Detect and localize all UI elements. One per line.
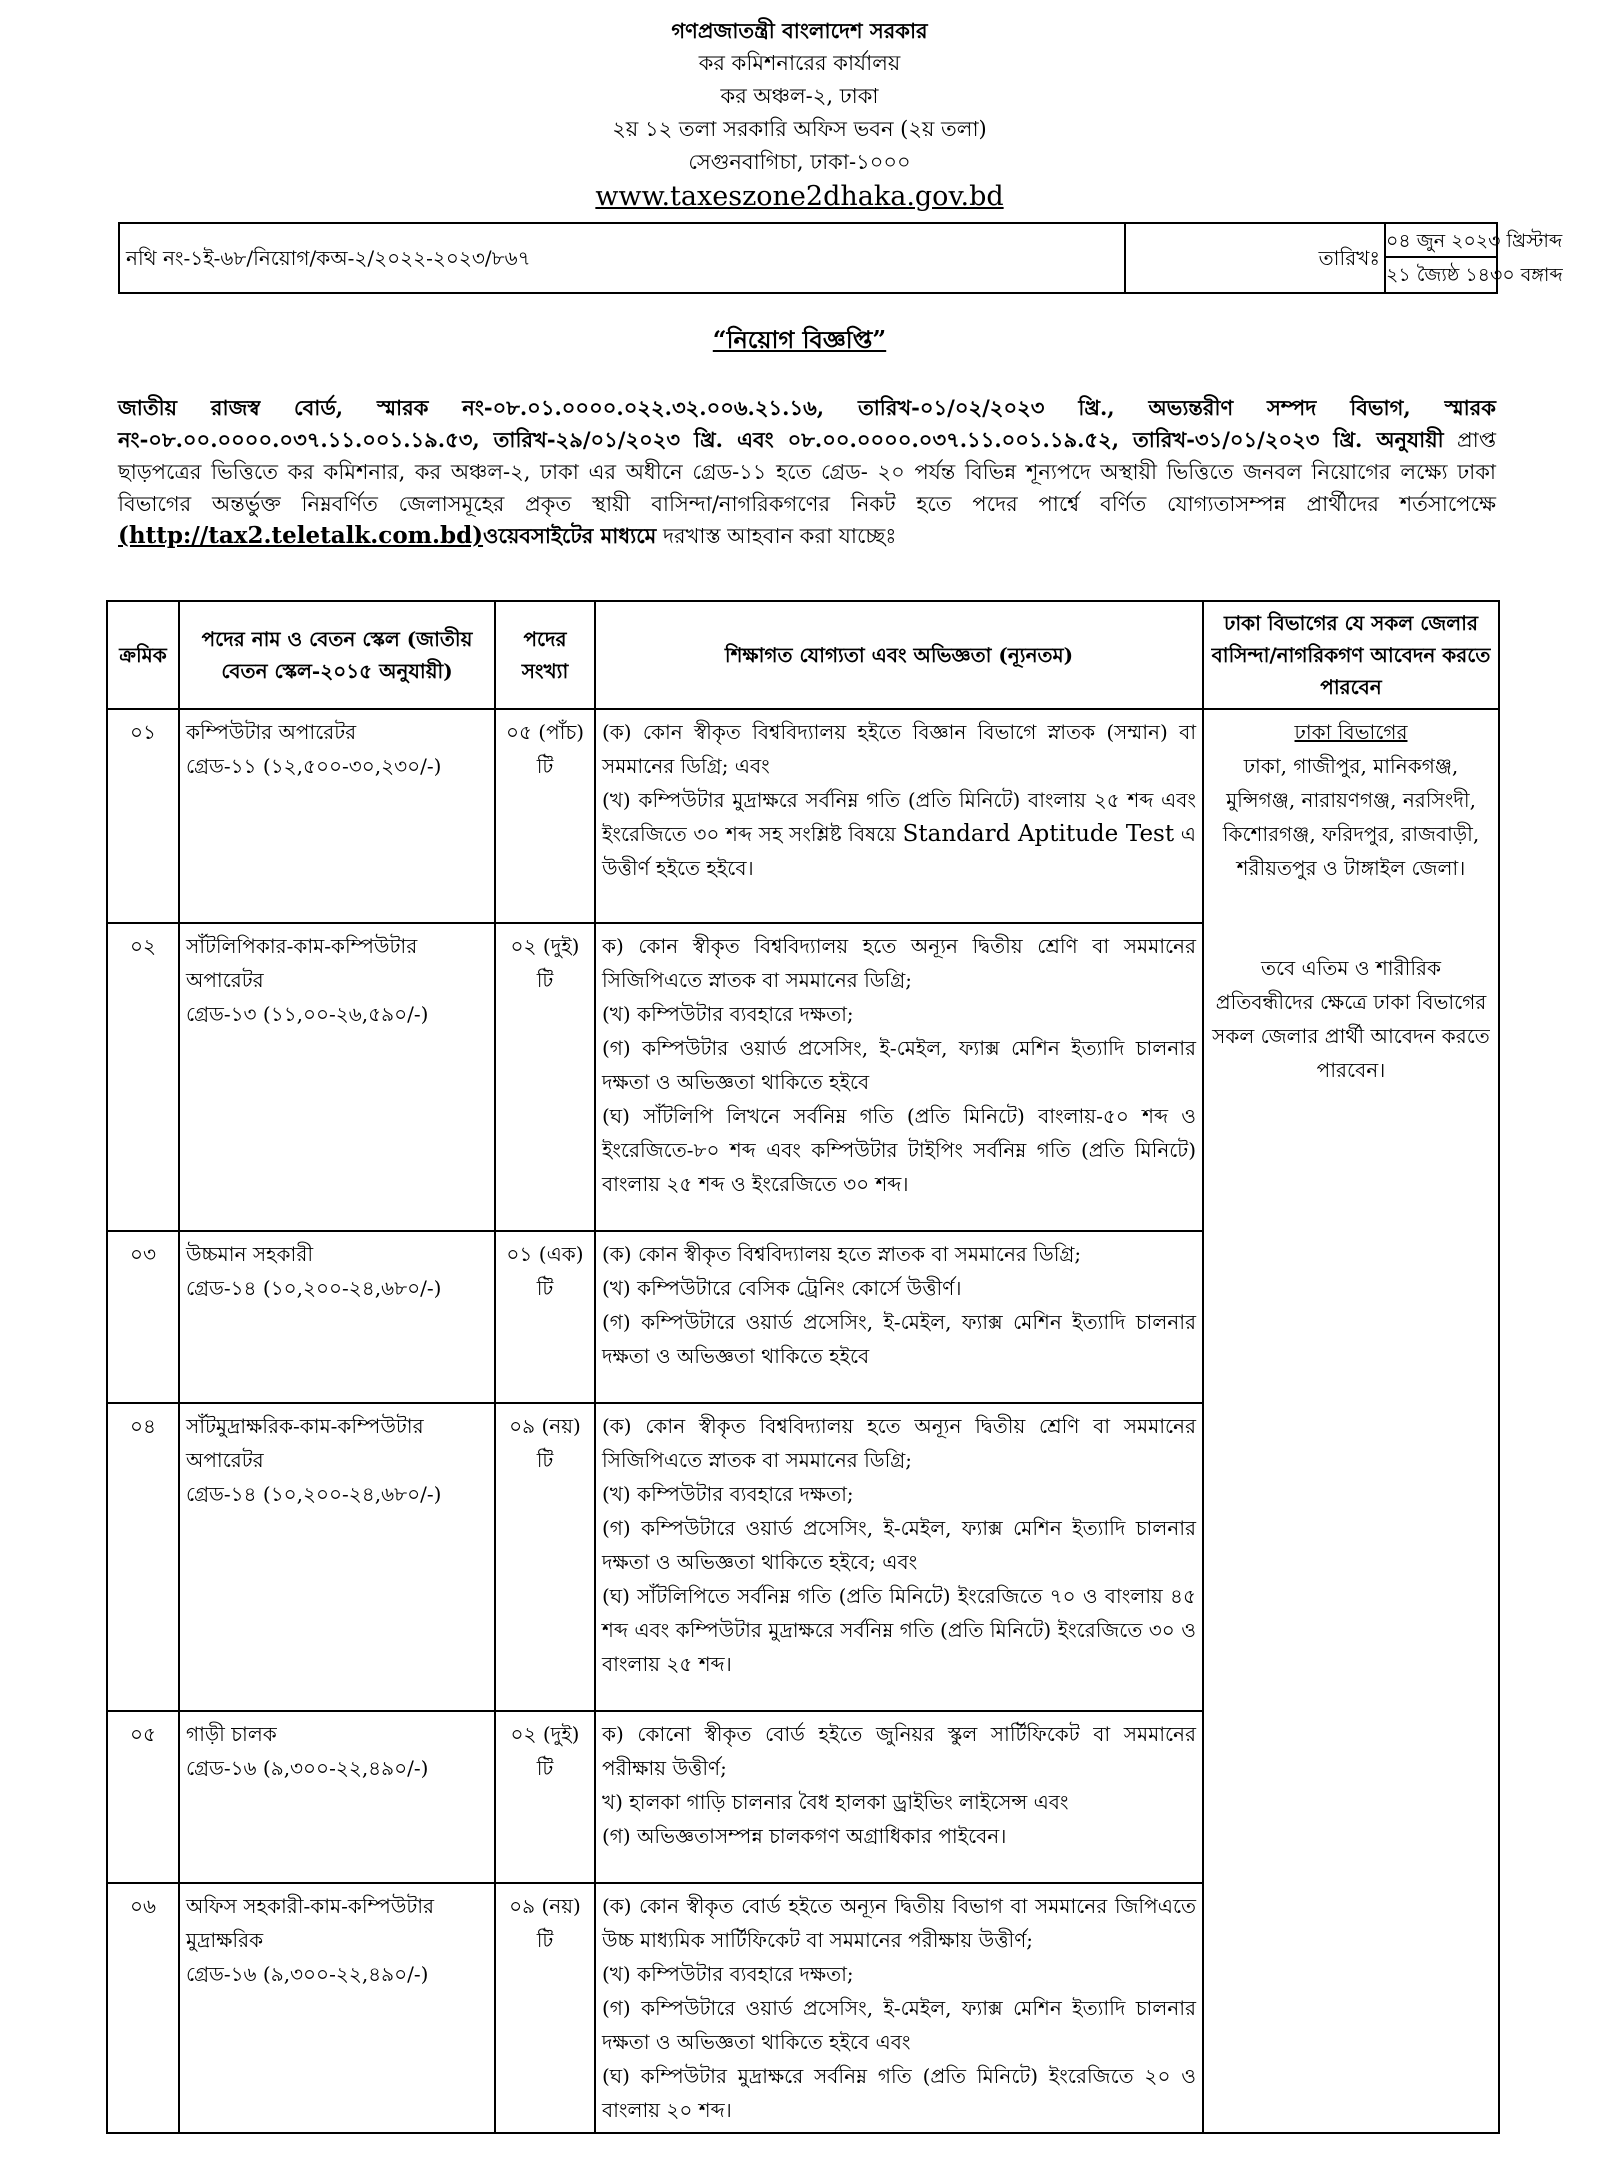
- row-post: [179, 1403, 495, 1711]
- post-grade: গ্রেড-১৬ (৯,৩০০-২২,৪৯০/-): [186, 1756, 429, 1780]
- row-count: ০২ (দুই) টি: [495, 1711, 595, 1883]
- website-link[interactable]: www.taxeszone2dhaka.gov.bd: [595, 181, 1004, 212]
- intro-tail: দরখাস্ত আহবান করা যাচ্ছেঃ: [656, 524, 897, 548]
- row-count: ০৫ (পাঁচ) টি: [495, 709, 595, 923]
- qualification-item: ক) কোন স্বীকৃত বিশ্ববিদ্যালয় হতে অন্যূন দ্বিতীয় শ্রেণি বা সমমানের সিজিপিএতে স্নাতক বা সমমানের ডিগ্রি;: [602, 934, 1196, 992]
- qualification-item: (ক) কোন স্বীকৃত বিশ্ববিদ্যালয় হতে অন্যূন দ্বিতীয় শ্রেণি বা সমমানের সিজিপিএতে স্নাতক বা সমমানের ডিগ্রি;: [602, 1414, 1196, 1472]
- qualification-item: (ঘ) সাঁটলিপিতে সর্বনিম্ন গতি (প্রতি মিনিটে) ইংরেজিতে ৭০ ও বাংলায় ৪৫ শব্দ এবং কম্পিউটার মুদ্রাক্ষরে সর্বনিম্ন গতি (প্রতি মিনিটে) ইংরেজিতে ৩০ ও বাংলায় ২৫ শব্দ।: [602, 1584, 1196, 1676]
- row-serial: ০৪: [107, 1403, 179, 1711]
- post-grade: গ্রেড-১৩ (১১,০০-২৬,৫৯০/-): [186, 1002, 429, 1026]
- qualification-item: (গ) কম্পিউটারে ওয়ার্ড প্রসেসিং, ই-মেইল, ফ্যাক্স মেশিন ইত্যাদি চালনার দক্ষতা ও অভিজ্ঞতা থাকিতে হইবে এবং: [602, 1996, 1196, 2054]
- table-row: [107, 709, 1499, 923]
- row-serial: ০২: [107, 923, 179, 1231]
- govt-name: গণপ্রজাতন্ত্রী বাংলাদেশ সরকার: [671, 18, 928, 43]
- row-post: [179, 1883, 495, 2133]
- row-post: [179, 1711, 495, 1883]
- date-bangla: ২১ জ্যৈষ্ঠ ১৪৩০ বঙ্গাব্দ: [1386, 264, 1563, 286]
- header-count: পদের সংখ্যা: [495, 601, 595, 709]
- post-name: উচ্চমান সহকারী: [186, 1242, 314, 1266]
- date-label: তারিখঃ: [1126, 224, 1386, 292]
- qualification-text: (খ) কম্পিউটার মুদ্রাক্ষরে সর্বনিম্ন গতি (প্রতি মিনিটে) বাংলায় ২৫ শব্দ এবং ইংরেজিতে ৩০ শব্দ সহ সংশ্লিষ্ট বিষয়ে: [602, 788, 1196, 846]
- row-qualifications: [595, 1231, 1203, 1403]
- header-serial: ক্রমিক: [107, 601, 179, 709]
- posts-table: [106, 600, 1500, 2134]
- districts-exception-note: তবে এতিম ও শারীরিক প্রতিবন্ধীদের ক্ষেত্রে ঢাকা বিভাগের সকল জেলার প্রার্থী আবেদন করতে পারবেন।: [1212, 956, 1490, 1082]
- row-count: ০৯ (নয়) টি: [495, 1403, 595, 1711]
- row-qualifications: [595, 1711, 1203, 1883]
- districts-list: ঢাকা, গাজীপুর, মানিকগঞ্জ, মুন্সিগঞ্জ, নারায়ণগঞ্জ, নরসিংদী, কিশোরগঞ্জ, ফরিদপুর, রাজবাড়ী, শরীয়তপুর ও টাঙ্গাইল জেলা।: [1222, 754, 1480, 880]
- qualification-item: (খ) কম্পিউটারে বেসিক ট্রেনিং কোর্সে উত্তীর্ণ।: [602, 1276, 962, 1300]
- row-post: [179, 709, 495, 923]
- row-post: [179, 923, 495, 1231]
- qualification-text: এ উত্তীর্ণ হইতে হইবে।: [602, 822, 1196, 880]
- post-name: অফিস সহকারী-কাম-কম্পিউটার মুদ্রাক্ষরিক: [186, 1894, 435, 1952]
- row-count: ০২ (দুই) টি: [495, 923, 595, 1231]
- file-number: নথি নং-১ই-৬৮/নিয়োগ/কঅ-২/২০২২-২০২৩/৮৬৭: [120, 224, 1126, 292]
- qualification-item: (ক) কোন স্বীকৃত বোর্ড হইতে অন্যূন দ্বিতীয় বিভাগ বা সমমানের জিপিএতে উচ্চ মাধ্যমিক সার্টিফিকেট বা সমমানের পরীক্ষায় উত্তীর্ণ;: [602, 1894, 1196, 1952]
- office-header: [0, 14, 1599, 215]
- qualification-item: (ঘ) সাঁটলিপি লিখনে সর্বনিম্ন গতি (প্রতি মিনিটে) বাংলায়-৫০ শব্দ ও ইংরেজিতে-৮০ শব্দ এবং কম্পিউটার টাইপিং সর্বনিম্ন গতি (প্রতি মিনিটে) বাংলায় ২৫ শব্দ ও ইংরেজিতে ৩০ শব্দ।: [602, 1104, 1196, 1196]
- districts-heading: ঢাকা বিভাগের: [1294, 720, 1408, 744]
- intro-body: প্রাপ্ত ছাড়পত্রের ভিত্তিতে কর কমিশনার, কর অঞ্চল-২, ঢাকা এর অধীনে গ্রেড-১১ হতে গ্রেড- ২০ পর্যন্ত বিভিন্ন শূন্যপদে অস্থায়ী ভিত্তিতে জনবল নিয়োগের লক্ষ্যে ঢাকা বিভাগের অন্তর্ভুক্ত নিম্নবর্ণিত জেলাসমূহের প্রকৃত স্থায়ী বাসিন্দা/নাগরিকগণের নিকট হতে পদের পার্শ্বে বর্ণিত যোগ্যতাসম্পন্ন প্রার্থীদের শর্তসাপেক্ষে: [118, 428, 1496, 516]
- qualification-test-name: Standard Aptitude Test: [902, 821, 1175, 847]
- qualification-item: (খ) কম্পিউটার ব্যবহারে দক্ষতা;: [602, 1482, 854, 1506]
- building-address: ২য় ১২ তলা সরকারি অফিস ভবন (২য় তলা): [612, 117, 987, 141]
- post-grade: গ্রেড-১৬ (৯,৩০০-২২,৪৯০/-): [186, 1962, 429, 1986]
- row-qualifications: [595, 1403, 1203, 1711]
- qualification-item: ক) কোনো স্বীকৃত বোর্ড হইতে জুনিয়র স্কুল সার্টিফিকেট বা সমমানের পরীক্ষায় উত্তীর্ণ;: [602, 1722, 1196, 1780]
- post-grade: গ্রেড-১১ (১২,৫০০-৩০,২৩০/-): [186, 754, 442, 778]
- qualification-item: (গ) কম্পিউটারে ওয়ার্ড প্রসেসিং, ই-মেইল, ফ্যাক্স মেশিন ইত্যাদি চালনার দক্ষতা ও অভিজ্ঞতা থাকিতে হইবে: [602, 1310, 1196, 1368]
- row-serial: ০১: [107, 709, 179, 923]
- row-post: [179, 1231, 495, 1403]
- intro-url-suffix: ওয়েবসাইটের মাধ্যমে: [483, 523, 657, 548]
- notice-title: “নিয়োগ বিজ্ঞপ্তি”: [712, 325, 887, 354]
- post-grade: গ্রেড-১৪ (১০,২০০-২৪,৬৮০/-): [186, 1482, 442, 1506]
- row-serial: ০৬: [107, 1883, 179, 2133]
- application-url[interactable]: (http://tax2.teletalk.com.bd): [118, 522, 484, 549]
- post-grade: গ্রেড-১৪ (১০,২০০-২৪,৬৮০/-): [186, 1276, 442, 1300]
- qualification-item: (ক) কোন স্বীকৃত বিশ্ববিদ্যালয় হতে স্নাতক বা সমমানের ডিগ্রি;: [602, 1242, 1082, 1266]
- intro-bold-reference: জাতীয় রাজস্ব বোর্ড, স্মারক নং-০৮.০১.০০০০.০২২.৩২.০০৬.২১.১৬, তারিখ-০১/০২/২০২৩ খ্রি., অভ্যন্তরীণ সম্পদ বিভাগ, স্মারক নং-০৮.০০.০০০০.০৩৭.১১.০০১.১৯.৫৩, তারিখ-২৯/০১/২০২৩ খ্রি. এবং ০৮.০০.০০০০.০৩৭.১১.০০১.১৯.৫২, তারিখ-৩১/০১/২০২৩ খ্রি. অনুযায়ী: [118, 395, 1496, 452]
- qualification-item: (খ) কম্পিউটার ব্যবহারে দক্ষতা;: [602, 1002, 854, 1026]
- header-post: পদের নাম ও বেতন স্কেল (জাতীয় বেতন স্কেল-২০১৫ অনুযায়ী): [179, 601, 495, 709]
- row-qualifications: [595, 709, 1203, 923]
- intro-paragraph: [118, 392, 1496, 552]
- header-districts: ঢাকা বিভাগের যে সকল জেলার বাসিন্দা/নাগরিকগণ আবেদন করতে পারবেন: [1203, 601, 1499, 709]
- area-address: সেগুনবাগিচা, ঢাকা-১০০০: [688, 150, 911, 174]
- post-name: কম্পিউটার অপারেটর: [186, 720, 357, 744]
- row-count: ০১ (এক) টি: [495, 1231, 595, 1403]
- qualification-item: (ঘ) কম্পিউটার মুদ্রাক্ষরে সর্বনিম্ন গতি (প্রতি মিনিটে) ইংরেজিতে ২০ ও বাংলায় ২০ শব্দ।: [602, 2064, 1196, 2122]
- zone-name: কর অঞ্চল-২, ঢাকা: [720, 84, 879, 108]
- header-qualifications: শিক্ষাগত যোগ্যতা এবং অভিজ্ঞতা (ন্যূনতম): [595, 601, 1203, 709]
- qualification-item: (গ) কম্পিউটার ওয়ার্ড প্রসেসিং, ই-মেইল, ফ্যাক্স মেশিন ইত্যাদি চালনার দক্ষতা ও অভিজ্ঞতা থাকিতে হইবে: [602, 1036, 1196, 1094]
- qualification-item: (গ) অভিজ্ঞতাসম্পন্ন চালকগণ অগ্রাধিকার পাইবেন।: [602, 1824, 1007, 1848]
- row-serial: ০৩: [107, 1231, 179, 1403]
- row-qualifications: [595, 1883, 1203, 2133]
- date-values: [1386, 224, 1563, 292]
- qualification-item: (খ) কম্পিউটার ব্যবহারে দক্ষতা;: [602, 1962, 854, 1986]
- eligible-districts: [1203, 709, 1499, 2133]
- qualification-item: খ) হালকা গাড়ি চালনার বৈধ হালকা ড্রাইভিং লাইসেন্স এবং: [602, 1790, 1069, 1814]
- row-qualifications: [595, 923, 1203, 1231]
- post-name: গাড়ী চালক: [186, 1722, 277, 1746]
- qualification-item: [602, 783, 1196, 885]
- date-gregorian: ০৪ জুন ২০২৩ খ্রিস্টাব্দ: [1386, 224, 1496, 258]
- post-name: সাঁটমুদ্রাক্ষরিক-কাম-কম্পিউটার অপারেটর: [186, 1414, 424, 1472]
- row-serial: ০৫: [107, 1711, 179, 1883]
- row-count: ০৯ (নয়) টি: [495, 1883, 595, 2133]
- table-header-row: [107, 601, 1499, 709]
- qualification-item: (গ) কম্পিউটারে ওয়ার্ড প্রসেসিং, ই-মেইল, ফ্যাক্স মেশিন ইত্যাদি চালনার দক্ষতা ও অভিজ্ঞতা থাকিতে হইবে; এবং: [602, 1516, 1196, 1574]
- post-name: সাঁটলিপিকার-কাম-কম্পিউটার অপারেটর: [186, 934, 418, 992]
- reference-box: [118, 222, 1563, 294]
- office-name: কর কমিশনারের কার্যালয়: [698, 51, 901, 75]
- qualification-item: (ক) কোন স্বীকৃত বিশ্ববিদ্যালয় হইতে বিজ্ঞান বিভাগে স্নাতক (সম্মান) বা সমমানের ডিগ্রি; এবং: [602, 720, 1196, 778]
